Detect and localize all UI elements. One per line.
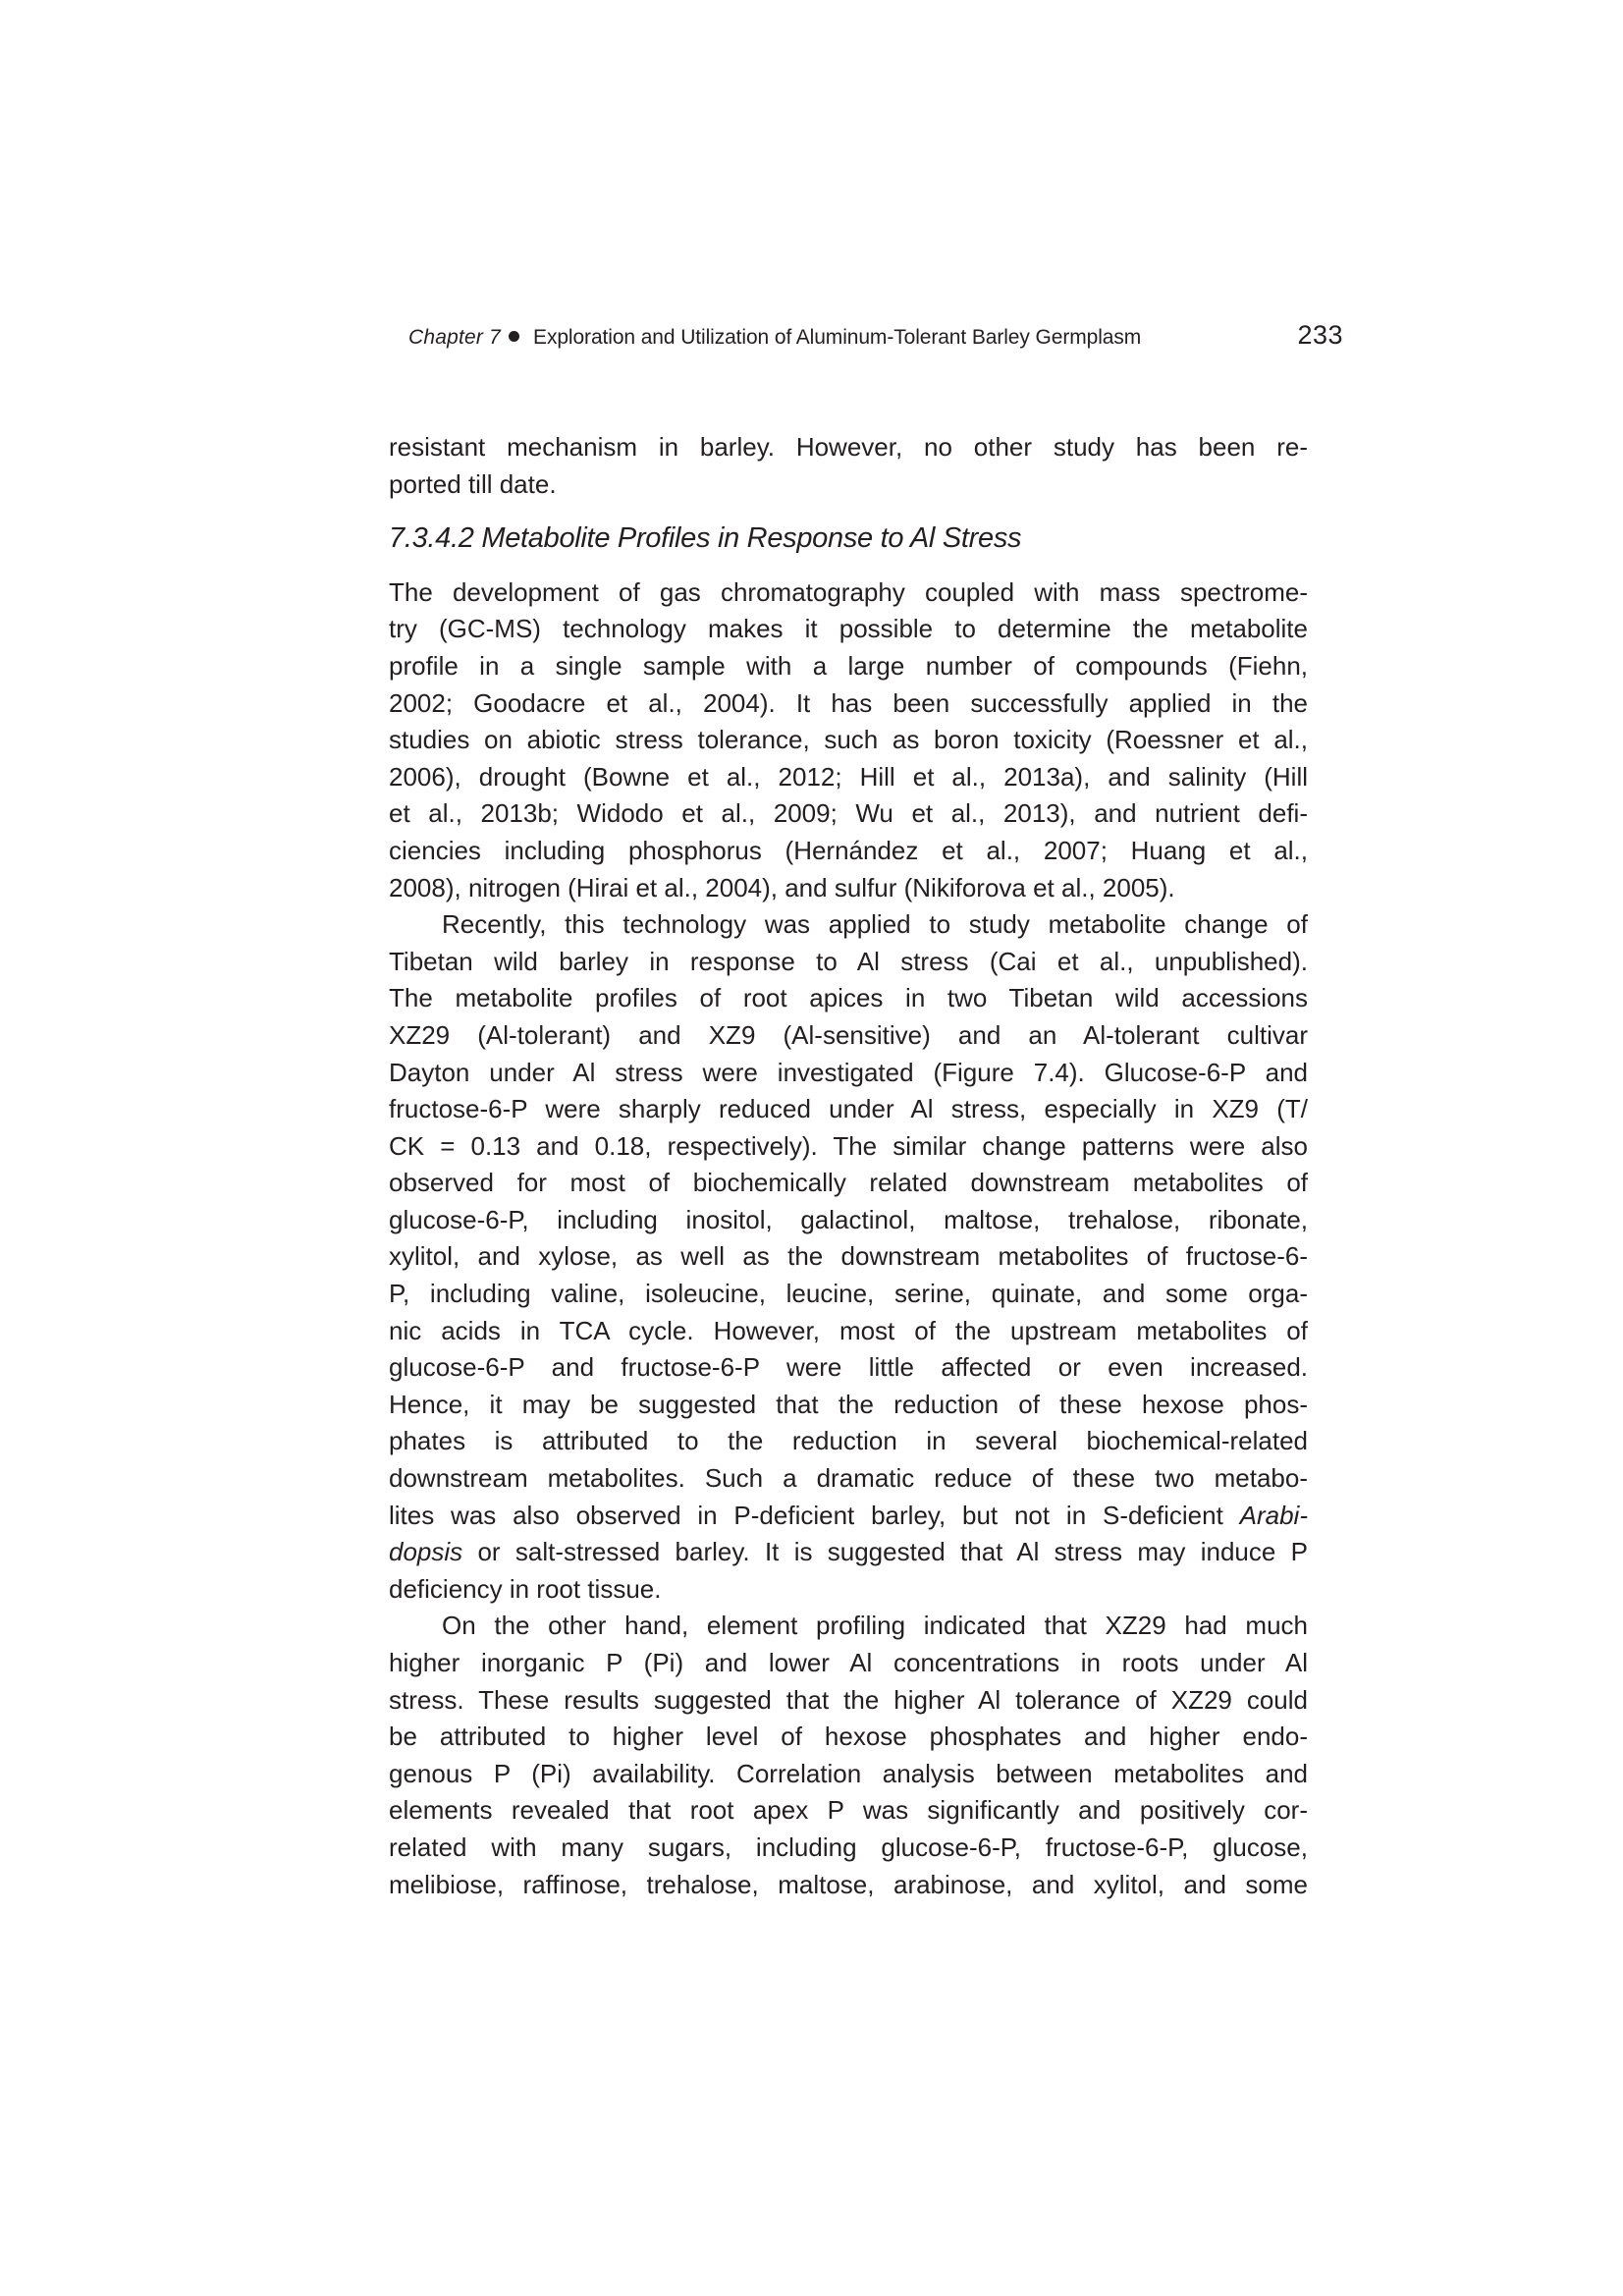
text-line: downstream metabolites. Such a dramatic reduce of these two metabo-	[389, 1463, 1308, 1494]
text-line: related with many sugars, including glucose-6-P, fructose-6-P, glucose,	[389, 1831, 1308, 1862]
text-line: glucose-6-P, including inositol, galactinol, maltose, trehalose, ribonate,	[389, 1204, 1308, 1234]
species-name-italic: Arabi-	[1239, 1500, 1308, 1530]
text-line: higher inorganic P (Pi) and lower Al concentrations in roots under Al	[389, 1648, 1308, 1677]
text-line: stress. These results suggested that the higher Al tolerance of XZ29 could	[389, 1684, 1308, 1715]
text-fragment: or salt-stressed barley. It is suggested that Al stress may induce P	[477, 1537, 1308, 1567]
text-line: The development of gas chromatography coupled with mass spectrome-	[389, 576, 1308, 607]
text-line	[389, 1534, 1308, 1571]
text-line: Recently, this technology was applied to study metabolite change of	[442, 909, 1308, 940]
text-line: profile in a single sample with a large number of compounds (Fiehn,	[389, 650, 1308, 681]
species-name-italic: dopsis	[389, 1537, 463, 1567]
text-line: On the other hand, element profiling indicated that XZ29 had much	[442, 1611, 1308, 1641]
text-line: 2008), nitrogen (Hirai et al., 2004), and sulfur (Nikiforova et al., 2005).	[389, 872, 1175, 902]
text-line: fructose-6-P were sharply reduced under Al stress, especially in XZ9 (T/	[389, 1094, 1308, 1124]
text-line: elements revealed that root apex P was significantly and positively cor-	[389, 1795, 1308, 1826]
running-head-title: Exploration and Utilization of Aluminum-Tolerant Barley Germplasm	[533, 326, 1142, 349]
paragraph-gcms-intro	[389, 574, 1308, 906]
text-line: 2006), drought (Bowne et al., 2012; Hill et al., 2013a), and salinity (Hill	[389, 761, 1308, 792]
paragraph-element-profiling	[389, 1608, 1308, 1903]
text-line: Dayton under Al stress were investigated (Figure 7.4). Glucose-6-P and	[389, 1057, 1308, 1087]
text-line: genous P (Pi) availability. Correlation analysis between metabolites and	[389, 1758, 1308, 1788]
text-line: resistant mechanism in barley. However, no other study has been re-	[389, 432, 1308, 462]
text-line: melibiose, raffinose, trehalose, maltose, arabinose, and xylitol, and some	[389, 1869, 1308, 1899]
text-line: nic acids in TCA cycle. However, most of the upstream metabolites of	[389, 1315, 1308, 1345]
running-head	[408, 320, 1343, 354]
text-line: ported till date.	[389, 468, 557, 499]
text-line: Hence, it may be suggested that the reduction of these hexose phos-	[389, 1389, 1308, 1419]
text-line: ciencies including phosphorus (Hernández et al., 2007; Huang et al.,	[389, 835, 1308, 865]
text-line: phates is attributed to the reduction in several biochemical-related	[389, 1426, 1308, 1456]
body-text	[389, 429, 1308, 1903]
continued-paragraph	[389, 429, 1308, 503]
text-line: The metabolite profiles of root apices in two Tibetan wild accessions	[389, 983, 1308, 1013]
page-number: 233	[1297, 320, 1343, 350]
text-line: P, including valine, isoleucine, leucine, serine, quinate, and some orga-	[389, 1279, 1308, 1309]
text-line: xylitol, and xylose, as well as the downstream metabolites of fructose-6-	[389, 1241, 1308, 1272]
chapter-label: Chapter 7	[408, 326, 502, 349]
text-fragment: lites was also observed in P-deficient barley, but not in S-deficient	[389, 1500, 1240, 1530]
text-line: try (GC-MS) technology makes it possible to determine the metabolite	[389, 614, 1308, 644]
text-line: Tibetan wild barley in response to Al stress (Cai et al., unpublished).	[389, 946, 1308, 976]
text-line: XZ29 (Al-tolerant) and XZ9 (Al-sensitive) and an Al-tolerant cultivar	[389, 1019, 1308, 1050]
text-line: observed for most of biochemically related downstream metabolites of	[389, 1168, 1308, 1198]
text-line: glucose-6-P and fructose-6-P were little affected or even increased.	[389, 1352, 1308, 1383]
text-line: studies on abiotic stress tolerance, such as boron toxicity (Roessner et al.,	[389, 725, 1308, 755]
text-line: et al., 2013b; Widodo et al., 2009; Wu et al., 2013), and nutrient defi-	[389, 798, 1308, 829]
text-line: CK = 0.13 and 0.18, respectively). The similar change patterns were also	[389, 1130, 1308, 1161]
section-heading: 7.3.4.2 Metabolite Profiles in Response to Al Stress	[389, 522, 1022, 555]
text-line: 2002; Goodacre et al., 2004). It has been successfully applied in the	[389, 687, 1308, 718]
paragraph-tibetan-barley	[389, 906, 1308, 1608]
text-line: deficiency in root tissue.	[389, 1573, 662, 1604]
bullet-icon	[509, 331, 519, 342]
text-line	[389, 1498, 1308, 1535]
text-line: be attributed to higher level of hexose phosphates and higher endo-	[389, 1722, 1308, 1752]
